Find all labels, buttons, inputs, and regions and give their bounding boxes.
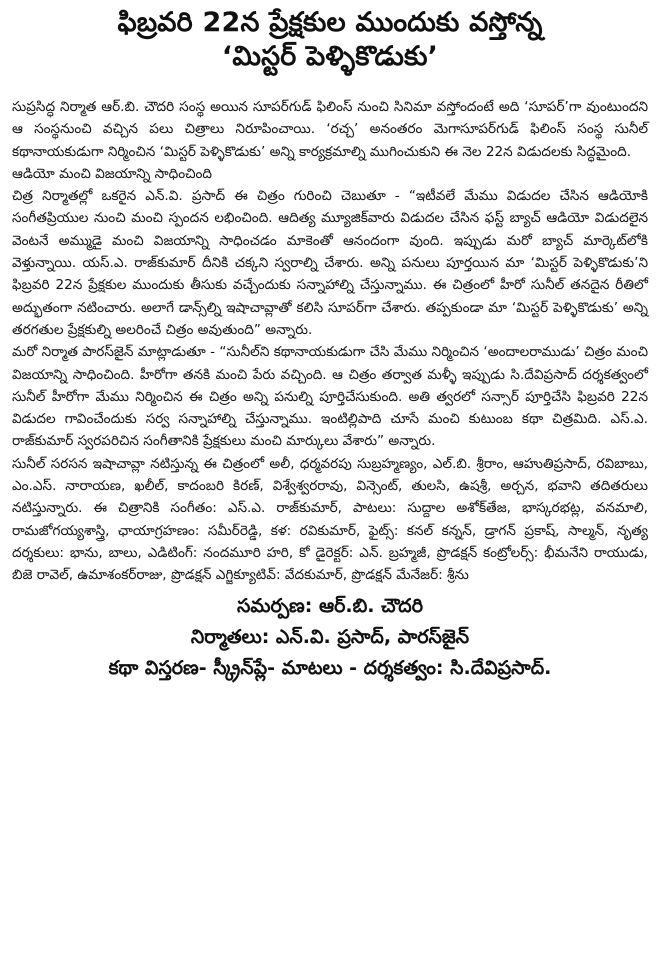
paragraph-producer-parasjain: మరో నిర్మాత పారస్‌జైన్ మాట్లాడుతూ - “సునీల్‌ని కథానాయకుడుగా చేసి మేము నిర్మించిన ‘అందాలరాముడు’ చిత్రం మంచి విజయాన్ని సాధించింది. హీరోగా తనకి మంచి పేరు వచ్చింది. ఆ చిత్రం తర్వాత మళ్ళీ ఇప్పుడు సి.దేవిప్రసాద్ దర్శకత్వంలో సునీల్ హీరోగా మేము నిర్మించిన ఈ చిత్రం అన్ని పనుల్ని పూర్తిచేసుకుంది. అతి త్వరలో సన్సార్ పూర్తిచేసి ఫిబ్రవరి 22న విడుదల గావించేందుకు సర్వ సన్నాహాల్ని చేస్తున్నాము. ఇంటిల్లిపాది చూసే మంచి కుటుంబ కథా చిత్రమిది. ఎస్.ఎ. రాజ్‌కుమార్ స్వరపరిచిన సంగీతానికి ప్రేక్షకులు మంచి మార్కులు వేశారు” అన్నారు. — [12, 344, 648, 450]
section-subheading: ఆడియో మంచి విజయాన్ని సాధించింది — [12, 165, 213, 182]
paragraph-producer-prasad: చిత్ర నిర్మాతల్లో ఒకరైన ఎన్.వి. ప్రసాద్ ఈ చిత్రం గురించి చెబుతూ - “ఇటీవలే మేము విడుదల చేసిన ఆడియోకి సంగీతప్రియుల నుంచి మంచి స్పందన లభించింది. ఆదిత్య మ్యూజిక్‌వారు విడుదల చేసిన ఫస్ట్ బ్యాచ్ ఆడియో విడుదలైన వెంటనే అమ్ముడై మంచి విజయాన్ని సాధించడం మాకెంతో ఆనందంగా వుంది. ఇప్పుడు మరో బ్యాచ్ మార్కెట్‌లోకి వెళ్తున్నాయి. యస్.ఎ. రాజ్‌కుమార్ దీనికి చక్కని స్వరాల్ని చేశారు. అన్ని పనులు పూర్తయిన మా ‘మిస్టర్ పెళ్ళికొడుకు’ని ఫిబ్రవరి 22న ప్రేక్షకుల ముందుకు తీసుకు వచ్చేందుకు సన్నాహాల్ని చేస్తున్నాము. ఈ చిత్రంలో హీరో సునీల్ తనదైన రీతిలో అద్భుతంగా నటించారు. అలాగే డాన్స్‌ల్ని ఇషాచావ్లాతో కలిసి సూపర్‌గా చేశారు. తప్పకుండా మా ‘మిస్టర్ పెళ్ళికొడుకు’ అన్ని తరగతుల ప్రేక్షకుల్ని అలరించే చిత్రం అవుతుంది” అన్నారు. — [12, 188, 648, 338]
article-headline — [12, 6, 648, 74]
credit-producers: నిర్మాతలు: ఎన్.వి. ప్రసాద్, పారస్‌జైన్ — [190, 625, 470, 648]
paragraph-intro: సుప్రసిద్ధ నిర్మాత ఆర్.బి. చౌదరి సంస్థ అయిన సూపర్‌గుడ్ ఫిలింస్ నుంచి సినిమా వస్తోందంటే అది ‘సూపర్’గా వుంటుందని ఆ సంస్థనుంచి వచ్చిన పలు చిత్రాలు నిరూపించాయి. ‘రచ్చ’ అనంతరం మెగాసూపర్‌గుడ్ ఫిలింస్ సంస్థ సునీల్ కథానాయకుడుగా నిర్మించిన ‘మిస్టర్ పెళ్ళికొడుకు’ అన్ని కార్యక్రమాల్ని ముగించుకుని ఈ నెల 22న విడుదలకు సిద్ధమైంది. — [12, 99, 648, 160]
credits-block — [12, 591, 648, 684]
headline-spacer — [12, 74, 648, 96]
article-body — [12, 96, 648, 587]
headline-line-1: ఫిబ్రవరి 22న ప్రేక్షకుల ముందుకు వస్తోన్న — [117, 7, 543, 38]
credit-director: కథా విస్తరణ- స్క్రీన్‌ప్లే- మాటలు - దర్శకత్వం: సి.దేవిప్రసాద్. — [108, 656, 552, 679]
headline-line-2: ‘మిస్టర్ పెళ్ళికొడుకు’ — [221, 41, 439, 72]
paragraph-cast-crew: సునీల్ సరసన ఇషాచావ్లా నటిస్తున్న ఈ చిత్రంలో అలీ, ధర్మవరపు సుబ్రహ్మణ్యం, ఎల్.బి. శ్రీరాం, ఆహుతిప్రసాద్, రవిబాబు, ఎం.ఎస్. నారాయణ, ఖలీల్, కాదంబరి కిరణ్, విశ్వేశ్వరరావు, విన్సెంట్, తులసి, ఉషశ్రీ, అర్చన, భవాని తదితరులు నటిస్తున్నారు. ఈ చిత్రానికి సంగీతం: ఎస్.ఎ. రాజ్‌కుమార్, పాటలు: సుద్దాల అశోక్‌తేజ, భాస్కరభట్ల, వనమాలి, రామజోగయ్యశాస్త్రి, ఛాయాగ్రహణం: సమీర్‌రెడ్డి, కళ: రవికుమార్, ఫైట్స్: కనల్ కన్నన్, డ్రాగన్ ప్రకాష్, సాల్మన్, నృత్య దర్శకులు: భాను, బాలు, ఎడిటింగ్: నందమూరి హరి, కో డైరెక్టర్: ఎన్. బ్రహ్మజీ, ప్రొడక్షన్ కంట్రోలర్స్: భీమనేని రాయుడు, బిజె రావెల్, ఉమాశంకర్‌రాజు, ప్రొడక్షన్ ఎగ్జిక్యూటివ్: వేదకుమార్, ప్రొడక్షన్ మేనేజర్: శ్రీను — [12, 455, 648, 584]
credit-presenter: సమర్పణ: ఆర్.బి. చౌదరి — [237, 594, 423, 617]
